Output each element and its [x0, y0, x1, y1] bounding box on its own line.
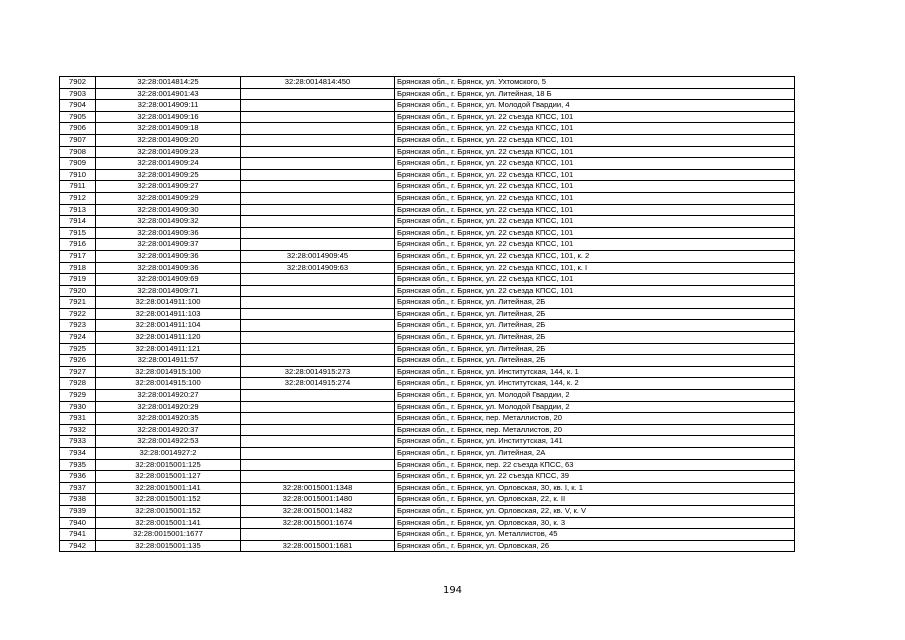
row-number-cell: 7935: [60, 459, 96, 471]
sub-cadastral-number-cell: [241, 355, 395, 367]
cadastral-number-cell: 32:28:0014909:36: [96, 250, 241, 262]
cadastral-number-cell: 32:28:0014909:25: [96, 169, 241, 181]
cadastral-number-cell: 32:28:0015001:135: [96, 540, 241, 552]
row-number-cell: 7903: [60, 88, 96, 100]
table-row: [60, 88, 795, 100]
cadastral-number-cell: 32:28:0014920:35: [96, 413, 241, 425]
cadastral-number-cell: 32:28:0015001:141: [96, 517, 241, 529]
row-number-cell: 7939: [60, 505, 96, 517]
address-cell: Брянская обл., г. Брянск, ул. 22 съезда КПСС, 101: [395, 158, 795, 170]
cadastral-number-cell: 32:28:0014915:100: [96, 366, 241, 378]
cadastral-number-cell: 32:28:0014909:71: [96, 285, 241, 297]
sub-cadastral-number-cell: [241, 424, 395, 436]
address-cell: Брянская обл., г. Брянск, ул. 22 съезда КПСС, 101: [395, 181, 795, 193]
row-number-cell: 7907: [60, 134, 96, 146]
sub-cadastral-number-cell: 32:28:0015001:1480: [241, 494, 395, 506]
cadastral-number-cell: 32:28:0015001:127: [96, 471, 241, 483]
cadastral-number-cell: 32:28:0014911:100: [96, 297, 241, 309]
table-row: [60, 192, 795, 204]
address-cell: Брянская обл., г. Брянск, пер. 22 съезда КПСС, 63: [395, 459, 795, 471]
cadastral-number-cell: 32:28:0014911:104: [96, 320, 241, 332]
sub-cadastral-number-cell: [241, 227, 395, 239]
table-row: [60, 169, 795, 181]
sub-cadastral-number-cell: [241, 111, 395, 123]
cadastral-number-cell: 32:28:0014909:29: [96, 192, 241, 204]
address-cell: Брянская обл., г. Брянск, ул. Молодой Гвардии, 2: [395, 401, 795, 413]
sub-cadastral-number-cell: [241, 100, 395, 112]
table-row: [60, 181, 795, 193]
address-cell: Брянская обл., г. Брянск, ул. Литейная, 2Б: [395, 320, 795, 332]
sub-cadastral-number-cell: 32:28:0014814:450: [241, 77, 395, 89]
sub-cadastral-number-cell: [241, 285, 395, 297]
row-number-cell: 7931: [60, 413, 96, 425]
address-cell: Брянская обл., г. Брянск, ул. Литейная, 2Б: [395, 343, 795, 355]
address-cell: Брянская обл., г. Брянск, ул. 22 съезда КПСС, 101: [395, 285, 795, 297]
table-row: [60, 227, 795, 239]
address-cell: Брянская обл., г. Брянск, ул. 22 съезда КПСС, 101: [395, 134, 795, 146]
cadastral-number-cell: 32:28:0014920:37: [96, 424, 241, 436]
sub-cadastral-number-cell: [241, 181, 395, 193]
cadastral-number-cell: 32:28:0014909:11: [96, 100, 241, 112]
cadastral-number-cell: 32:28:0015001:125: [96, 459, 241, 471]
row-number-cell: 7912: [60, 192, 96, 204]
cadastral-number-cell: 32:28:0014909:16: [96, 111, 241, 123]
row-number-cell: 7915: [60, 227, 96, 239]
cadastral-number-cell: 32:28:0014920:29: [96, 401, 241, 413]
table-row: [60, 158, 795, 170]
row-number-cell: 7909: [60, 158, 96, 170]
row-number-cell: 7902: [60, 77, 96, 89]
sub-cadastral-number-cell: [241, 320, 395, 332]
cadastral-number-cell: 32:28:0014909:18: [96, 123, 241, 135]
row-number-cell: 7923: [60, 320, 96, 332]
sub-cadastral-number-cell: [241, 88, 395, 100]
table-row: [60, 505, 795, 517]
row-number-cell: 7934: [60, 448, 96, 460]
table-row: [60, 250, 795, 262]
row-number-cell: 7905: [60, 111, 96, 123]
cadastral-number-cell: 32:28:0014909:27: [96, 181, 241, 193]
row-number-cell: 7921: [60, 297, 96, 309]
address-cell: Брянская обл., г. Брянск, ул. Молодой Гвардии, 2: [395, 390, 795, 402]
sub-cadastral-number-cell: [241, 436, 395, 448]
registry-table-body: [60, 77, 795, 552]
row-number-cell: 7914: [60, 216, 96, 228]
address-cell: Брянская обл., г. Брянск, ул. Орловская, 22, к. II: [395, 494, 795, 506]
row-number-cell: 7919: [60, 274, 96, 286]
cadastral-number-cell: 32:28:0014909:69: [96, 274, 241, 286]
table-row: [60, 262, 795, 274]
cadastral-number-cell: 32:28:0014911:120: [96, 332, 241, 344]
cadastral-number-cell: 32:28:0014909:36: [96, 262, 241, 274]
address-cell: Брянская обл., г. Брянск, ул. Литейная, 18 Б: [395, 88, 795, 100]
sub-cadastral-number-cell: [241, 448, 395, 460]
sub-cadastral-number-cell: 32:28:0014915:274: [241, 378, 395, 390]
row-number-cell: 7922: [60, 308, 96, 320]
address-cell: Брянская обл., г. Брянск, пер. Металлистов, 20: [395, 424, 795, 436]
table-row: [60, 239, 795, 251]
table-row: [60, 216, 795, 228]
cadastral-number-cell: 32:28:0014927:2: [96, 448, 241, 460]
sub-cadastral-number-cell: [241, 308, 395, 320]
table-row: [60, 297, 795, 309]
table-row: [60, 100, 795, 112]
table-row: [60, 355, 795, 367]
row-number-cell: 7911: [60, 181, 96, 193]
sub-cadastral-number-cell: [241, 123, 395, 135]
table-row: [60, 204, 795, 216]
table-row: [60, 390, 795, 402]
cadastral-number-cell: 32:28:0014909:30: [96, 204, 241, 216]
table-row: [60, 134, 795, 146]
row-number-cell: 7940: [60, 517, 96, 529]
address-cell: Брянская обл., г. Брянск, ул. 22 съезда КПСС, 101: [395, 227, 795, 239]
sub-cadastral-number-cell: 32:28:0014909:63: [241, 262, 395, 274]
sub-cadastral-number-cell: 32:28:0015001:1482: [241, 505, 395, 517]
cadastral-number-cell: 32:28:0014911:121: [96, 343, 241, 355]
sub-cadastral-number-cell: 32:28:0014915:273: [241, 366, 395, 378]
table-row: [60, 111, 795, 123]
address-cell: Брянская обл., г. Брянск, ул. 22 съезда КПСС, 101: [395, 204, 795, 216]
row-number-cell: 7906: [60, 123, 96, 135]
address-cell: Брянская обл., г. Брянск, ул. Металлистов, 45: [395, 529, 795, 541]
sub-cadastral-number-cell: [241, 169, 395, 181]
row-number-cell: 7933: [60, 436, 96, 448]
address-cell: Брянская обл., г. Брянск, ул. 22 съезда КПСС, 101: [395, 216, 795, 228]
sub-cadastral-number-cell: [241, 529, 395, 541]
table-row: [60, 529, 795, 541]
cadastral-number-cell: 32:28:0014920:27: [96, 390, 241, 402]
address-cell: Брянская обл., г. Брянск, ул. 22 съезда КПСС, 101: [395, 239, 795, 251]
address-cell: Брянская обл., г. Брянск, ул. Литейная, 2Б: [395, 297, 795, 309]
cadastral-number-cell: 32:28:0014909:20: [96, 134, 241, 146]
sub-cadastral-number-cell: [241, 158, 395, 170]
address-cell: Брянская обл., г. Брянск, ул. 22 съезда КПСС, 101: [395, 146, 795, 158]
row-number-cell: 7917: [60, 250, 96, 262]
sub-cadastral-number-cell: [241, 192, 395, 204]
row-number-cell: 7925: [60, 343, 96, 355]
sub-cadastral-number-cell: [241, 274, 395, 286]
cadastral-number-cell: 32:28:0015001:1677: [96, 529, 241, 541]
cadastral-number-cell: 32:28:0015001:152: [96, 505, 241, 517]
row-number-cell: 7926: [60, 355, 96, 367]
address-cell: Брянская обл., г. Брянск, ул. Орловская, 26: [395, 540, 795, 552]
table-row: [60, 459, 795, 471]
table-row: [60, 378, 795, 390]
address-cell: Брянская обл., г. Брянск, ул. 22 съезда КПСС, 101: [395, 274, 795, 286]
address-cell: Брянская обл., г. Брянск, пер. Металлистов, 20: [395, 413, 795, 425]
sub-cadastral-number-cell: [241, 239, 395, 251]
row-number-cell: 7927: [60, 366, 96, 378]
sub-cadastral-number-cell: [241, 134, 395, 146]
table-row: [60, 482, 795, 494]
cadastral-number-cell: 32:28:0014901:43: [96, 88, 241, 100]
address-cell: Брянская обл., г. Брянск, ул. Молодой Гвардии, 4: [395, 100, 795, 112]
cadastral-number-cell: 32:28:0014909:23: [96, 146, 241, 158]
table-row: [60, 308, 795, 320]
sub-cadastral-number-cell: [241, 459, 395, 471]
address-cell: Брянская обл., г. Брянск, ул. Ухтомского, 5: [395, 77, 795, 89]
sub-cadastral-number-cell: [241, 390, 395, 402]
page-number: 194: [442, 585, 463, 596]
cadastral-registry-table: [59, 76, 795, 552]
address-cell: Брянская обл., г. Брянск, ул. Литейная, 2Б: [395, 332, 795, 344]
row-number-cell: 7918: [60, 262, 96, 274]
address-cell: Брянская обл., г. Брянск, ул. 22 съезда КПСС, 101: [395, 111, 795, 123]
address-cell: Брянская обл., г. Брянск, ул. 22 съезда КПСС, 101, к. I: [395, 262, 795, 274]
table-row: [60, 494, 795, 506]
cadastral-number-cell: 32:28:0014915:100: [96, 378, 241, 390]
cadastral-number-cell: 32:28:0015001:141: [96, 482, 241, 494]
sub-cadastral-number-cell: 32:28:0015001:1674: [241, 517, 395, 529]
cadastral-number-cell: 32:28:0014909:37: [96, 239, 241, 251]
address-cell: Брянская обл., г. Брянск, ул. Литейная, 2Б: [395, 355, 795, 367]
sub-cadastral-number-cell: [241, 216, 395, 228]
table-row: [60, 343, 795, 355]
table-row: [60, 285, 795, 297]
sub-cadastral-number-cell: 32:28:0015001:1681: [241, 540, 395, 552]
row-number-cell: 7904: [60, 100, 96, 112]
table-row: [60, 146, 795, 158]
address-cell: Брянская обл., г. Брянск, ул. Институтская, 141: [395, 436, 795, 448]
row-number-cell: 7936: [60, 471, 96, 483]
table-row: [60, 517, 795, 529]
cadastral-number-cell: 32:28:0014911:103: [96, 308, 241, 320]
sub-cadastral-number-cell: [241, 343, 395, 355]
row-number-cell: 7942: [60, 540, 96, 552]
table-row: [60, 413, 795, 425]
address-cell: Брянская обл., г. Брянск, ул. 22 съезда КПСС, 101, к. 2: [395, 250, 795, 262]
sub-cadastral-number-cell: [241, 204, 395, 216]
row-number-cell: 7938: [60, 494, 96, 506]
address-cell: Брянская обл., г. Брянск, ул. Орловская, 30, кв. I, к. 1: [395, 482, 795, 494]
table-row: [60, 424, 795, 436]
address-cell: Брянская обл., г. Брянск, ул. Литейная, 2Б: [395, 308, 795, 320]
table-row: [60, 366, 795, 378]
row-number-cell: 7941: [60, 529, 96, 541]
row-number-cell: 7916: [60, 239, 96, 251]
row-number-cell: 7937: [60, 482, 96, 494]
sub-cadastral-number-cell: [241, 471, 395, 483]
table-row: [60, 401, 795, 413]
address-cell: Брянская обл., г. Брянск, ул. 22 съезда КПСС, 101: [395, 123, 795, 135]
row-number-cell: 7929: [60, 390, 96, 402]
cadastral-number-cell: 32:28:0014909:24: [96, 158, 241, 170]
table-row: [60, 436, 795, 448]
row-number-cell: 7924: [60, 332, 96, 344]
row-number-cell: 7928: [60, 378, 96, 390]
row-number-cell: 7920: [60, 285, 96, 297]
address-cell: Брянская обл., г. Брянск, ул. 22 съезда КПСС, 101: [395, 192, 795, 204]
row-number-cell: 7932: [60, 424, 96, 436]
cadastral-number-cell: 32:28:0014814:25: [96, 77, 241, 89]
table-row: [60, 320, 795, 332]
row-number-cell: 7930: [60, 401, 96, 413]
cadastral-number-cell: 32:28:0014911:57: [96, 355, 241, 367]
table-row: [60, 123, 795, 135]
table-row: [60, 471, 795, 483]
sub-cadastral-number-cell: 32:28:0015001:1348: [241, 482, 395, 494]
cadastral-number-cell: 32:28:0015001:152: [96, 494, 241, 506]
address-cell: Брянская обл., г. Брянск, ул. Институтская, 144, к. 2: [395, 378, 795, 390]
table-row: [60, 332, 795, 344]
address-cell: Брянская обл., г. Брянск, ул. 22 съезда КПСС, 39: [395, 471, 795, 483]
sub-cadastral-number-cell: [241, 297, 395, 309]
table-row: [60, 274, 795, 286]
address-cell: Брянская обл., г. Брянск, ул. Литейная, 2А: [395, 448, 795, 460]
address-cell: Брянская обл., г. Брянск, ул. 22 съезда КПСС, 101: [395, 169, 795, 181]
cadastral-number-cell: 32:28:0014909:36: [96, 227, 241, 239]
address-cell: Брянская обл., г. Брянск, ул. Институтская, 144, к. 1: [395, 366, 795, 378]
row-number-cell: 7913: [60, 204, 96, 216]
table-row: [60, 77, 795, 89]
sub-cadastral-number-cell: [241, 146, 395, 158]
address-cell: Брянская обл., г. Брянск, ул. Орловская, 22, кв. V, к. V: [395, 505, 795, 517]
sub-cadastral-number-cell: 32:28:0014909:45: [241, 250, 395, 262]
table-row: [60, 540, 795, 552]
row-number-cell: 7908: [60, 146, 96, 158]
sub-cadastral-number-cell: [241, 413, 395, 425]
cadastral-number-cell: 32:28:0014922:53: [96, 436, 241, 448]
cadastral-number-cell: 32:28:0014909:32: [96, 216, 241, 228]
sub-cadastral-number-cell: [241, 401, 395, 413]
sub-cadastral-number-cell: [241, 332, 395, 344]
address-cell: Брянская обл., г. Брянск, ул. Орловская, 30, к. 3: [395, 517, 795, 529]
table-row: [60, 448, 795, 460]
row-number-cell: 7910: [60, 169, 96, 181]
